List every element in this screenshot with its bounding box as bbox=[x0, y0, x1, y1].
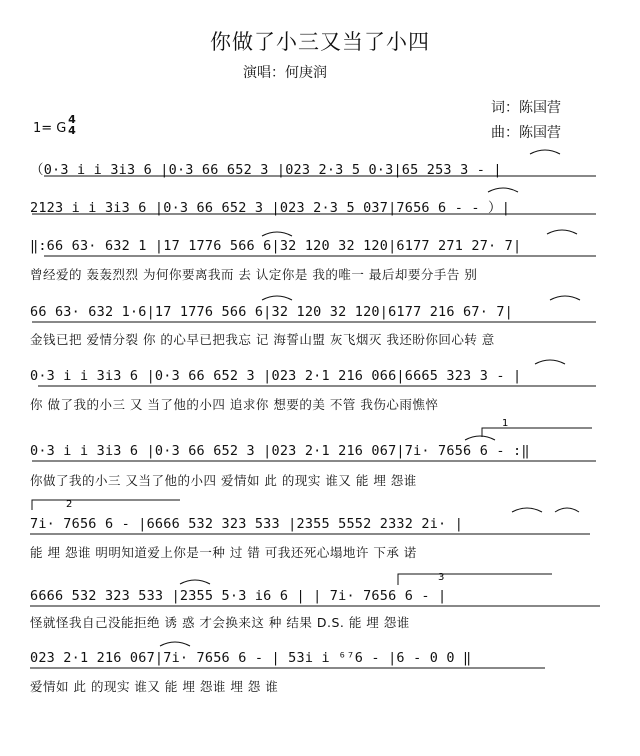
volta-bracket-3 bbox=[398, 574, 552, 585]
notation-row-7: 7i· 7656 6 - |6666 532 323 533 |2355 5552 2332 2i· | bbox=[30, 516, 464, 532]
notation-row-8: 6666 532 323 533 |2355 5·3 i6 6 | | 7i· 7656 6 - | bbox=[30, 588, 447, 604]
volta-bracket-1 bbox=[482, 428, 592, 437]
slur bbox=[262, 296, 292, 300]
notation-row-4: 66 63· 632 1·6|17 1776 566 6|32 120 32 120|6177 216 67· 7| bbox=[30, 304, 514, 320]
slur bbox=[488, 188, 518, 192]
composer-credit: 曲：陈国营 bbox=[491, 125, 561, 141]
notation-row-9: 023 2·1 216 067|7i· 7656 6 - | 53i i ⁶⁷6 - |6 - 0 0 ‖ bbox=[30, 650, 472, 666]
lyric-row-8: 怪就怪我自己没能拒绝 诱 惑 才会换来这 种 结果 D.S. 能 埋 怨谁 bbox=[30, 615, 410, 630]
lyric-row-5: 你 做了我的小三 又 当了他的小四 追求你 想要的美 不管 我伤心雨憔悴 bbox=[30, 397, 439, 412]
lyric-row-6: 你做了我的小三 又当了他的小四 爱情如 此 的现实 谁又 能 埋 怨谁 bbox=[30, 473, 417, 488]
notation-row-3: ‖:66 63· 632 1 |17 1776 566 6|32 120 32 120|6177 271 27· 7| bbox=[30, 238, 522, 254]
volta-bracket-2 bbox=[32, 500, 180, 510]
slur bbox=[547, 230, 577, 234]
slur bbox=[530, 150, 560, 154]
slur bbox=[262, 232, 292, 236]
key-signature: 1= G bbox=[33, 121, 67, 136]
time-signature-top: 4 bbox=[68, 113, 76, 126]
song-title: 你做了小三又当了小四 bbox=[210, 30, 430, 54]
notation-row-5: 0·3 i i 3i3 6 |0·3 66 652 3 |023 2·1 216 066|6665 323 3 - | bbox=[30, 368, 522, 384]
slur bbox=[180, 580, 210, 584]
slur bbox=[555, 508, 579, 512]
lyric-row-4: 金钱已把 爱情分裂 你 的心早已把我忘 记 海誓山盟 灰飞烟灭 我还盼你回心转 意 bbox=[30, 332, 495, 347]
notation-row-1: （0·3 i i 3i3 6 |0·3 66 652 3 |023 2·3 5 0·3|65 253 3 - | bbox=[30, 162, 502, 178]
slur bbox=[512, 508, 542, 512]
singer-credit: 演唱：何庚润 bbox=[243, 65, 327, 81]
volta-label-2: 2 bbox=[66, 499, 73, 510]
volta-label-1: 1 bbox=[502, 418, 509, 429]
lyricist-credit: 词：陈国营 bbox=[491, 100, 561, 116]
time-signature-bottom: 4 bbox=[68, 124, 76, 137]
lyric-row-3: 曾经爱的 轰轰烈烈 为何你要离我而 去 认定你是 我的唯一 最后却要分手告 别 bbox=[30, 267, 478, 282]
notation-row-2: 2123 i i 3i3 6 |0·3 66 652 3 |023 2·3 5 037|7656 6 - - ）| bbox=[30, 200, 511, 216]
volta-label-3: 3 bbox=[438, 572, 445, 583]
notation-row-6: 0·3 i i 3i3 6 |0·3 66 652 3 |023 2·1 216 067|7i· 7656 6 - :‖ bbox=[30, 443, 530, 459]
lyric-row-7: 能 埋 怨谁 明明知道爱上你是一种 过 错 可我还死心塌地许 下承 诺 bbox=[30, 545, 417, 560]
slur bbox=[160, 642, 190, 646]
slur bbox=[535, 360, 565, 364]
slur bbox=[550, 296, 580, 300]
slur bbox=[465, 436, 495, 440]
lyric-row-9: 爱情如 此 的现实 谁又 能 埋 怨谁 埋 怨 谁 bbox=[30, 679, 279, 694]
